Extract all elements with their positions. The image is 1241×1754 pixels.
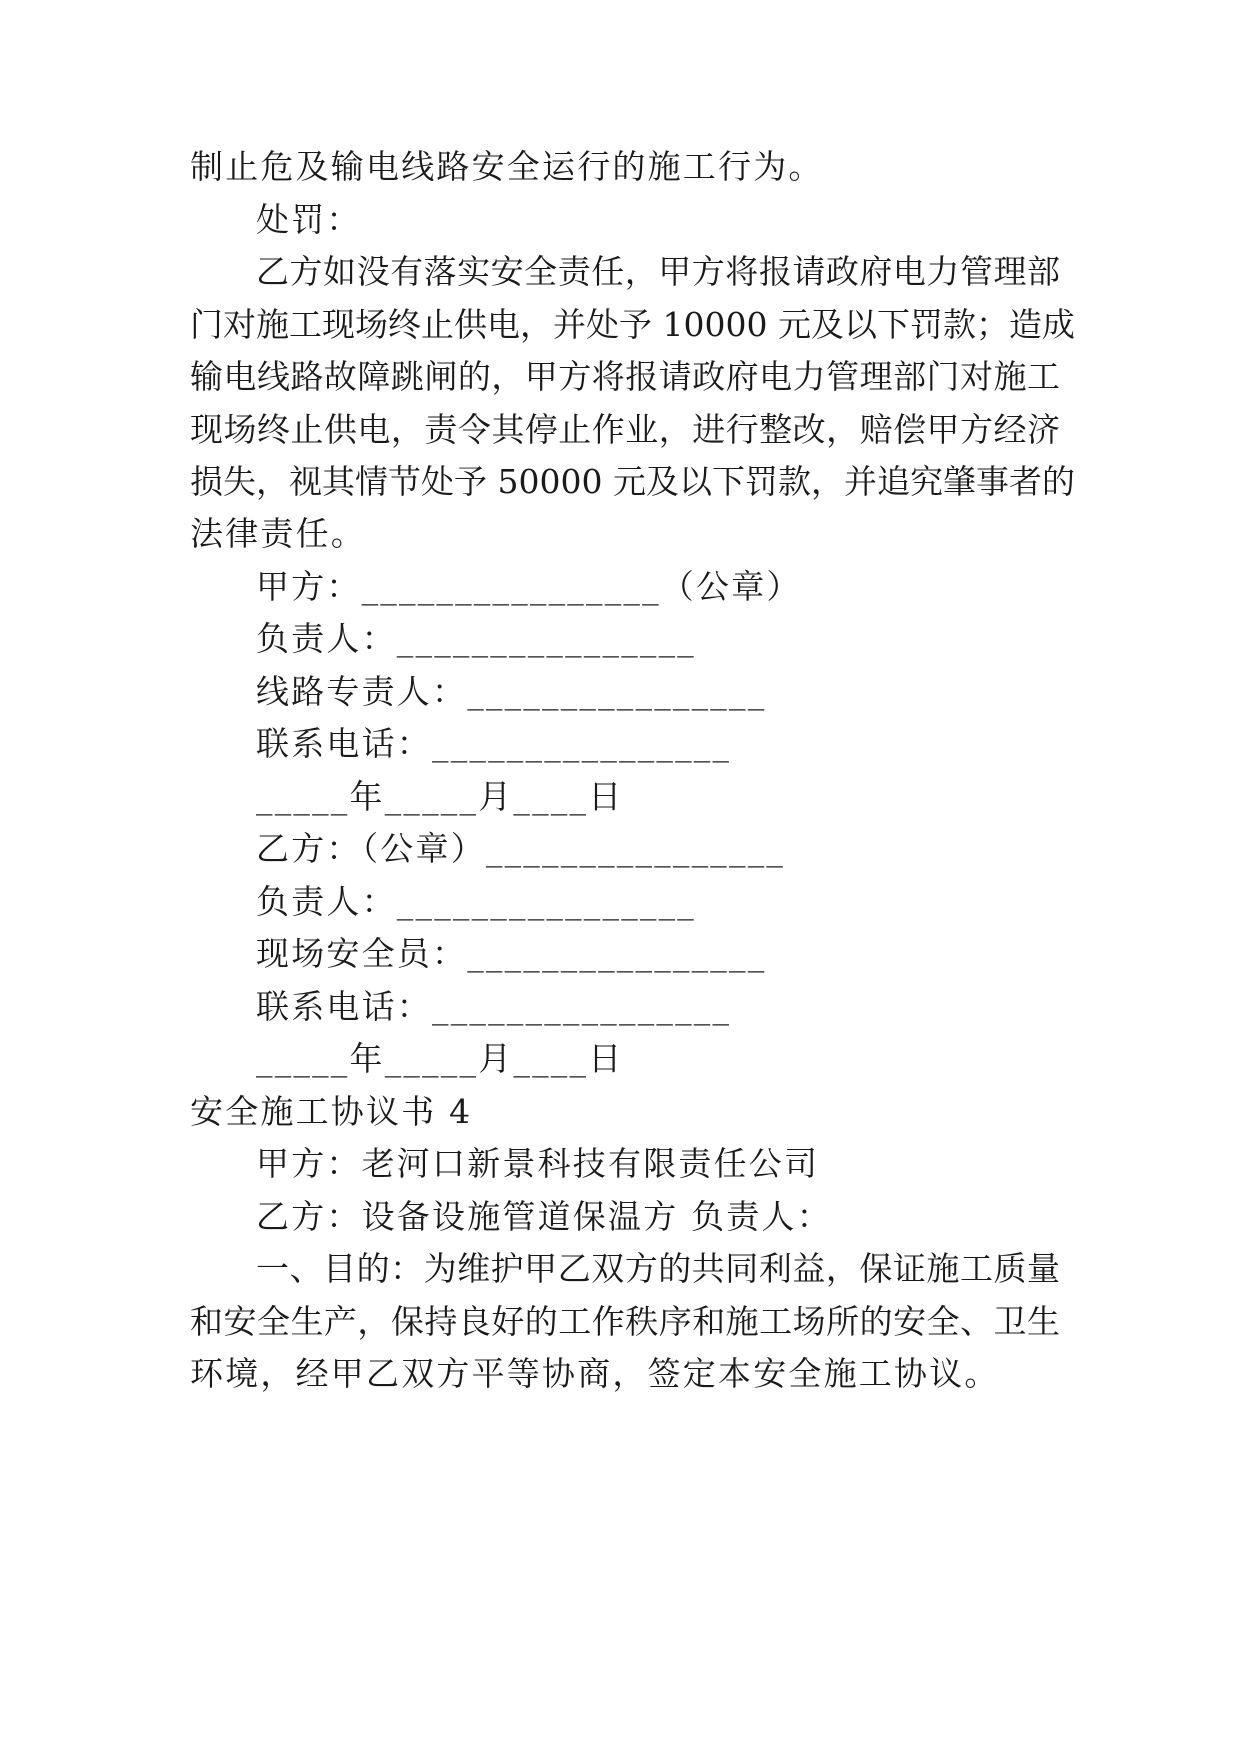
signature-line-responsible: 负责人：________________: [256, 882, 696, 921]
body-line: 法律责任。: [190, 514, 366, 553]
body-line: 制止危及输电线路安全运行的施工行为。: [190, 147, 824, 186]
body-line: 损失，视其情节处予 50000 元及以下罚款，并追究肇事者的: [190, 462, 1075, 501]
body-line: 乙方如没有落实安全责任，甲方将报请政府电力管理部: [256, 252, 1060, 291]
party-b-line: 乙方：设备设施管道保温方 负责人：: [256, 1197, 832, 1236]
body-line: 和安全生产，保持良好的工作秩序和施工场所的安全、卫生: [190, 1302, 1060, 1341]
signature-line-line-manager: 线路专责人：________________: [256, 672, 767, 711]
signature-line-safety-officer: 现场安全员：________________: [256, 934, 767, 973]
party-a-line: 甲方：老河口新景科技有限责任公司: [256, 1144, 820, 1183]
signature-line-phone: 联系电话：________________: [256, 724, 732, 763]
section-heading-penalty: 处罚：: [256, 200, 362, 239]
signature-line-responsible: 负责人：________________: [256, 619, 696, 658]
signature-line-date: _____年_____月____日: [256, 1039, 624, 1078]
agreement-title: 安全施工协议书 4: [190, 1092, 473, 1131]
signature-line-date: _____年_____月____日: [256, 777, 624, 816]
signature-line-phone: 联系电话：________________: [256, 987, 732, 1026]
body-line: 现场终止供电，责令其停止作业，进行整改，赔偿甲方经济: [190, 410, 1060, 449]
signature-line-party-b: 乙方：（公章）________________: [256, 829, 786, 868]
body-line: 环境，经甲乙双方平等协商，签定本安全施工协议。: [190, 1354, 1000, 1393]
body-line: 输电线路故障跳闸的，甲方将报请政府电力管理部门对施工: [190, 357, 1060, 396]
signature-line-party-a: 甲方：________________（公章）: [256, 567, 802, 606]
body-line: 一、目的：为维护甲乙双方的共同利益，保证施工质量: [256, 1249, 1060, 1288]
body-line: 门对施工现场终止供电，并处予 10000 元及以下罚款；造成: [190, 305, 1075, 344]
